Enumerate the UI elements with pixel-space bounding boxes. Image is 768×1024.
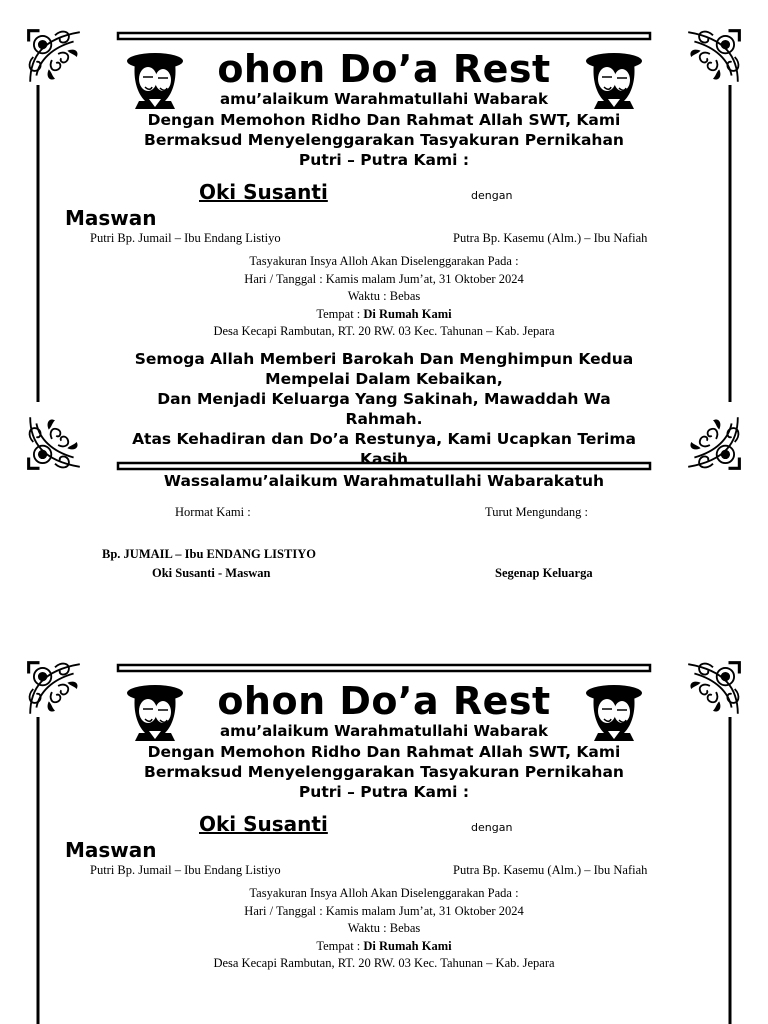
event-intro: Tasyakuran Insya Alloh Akan Diselenggarakan Pada : [249, 886, 519, 900]
intro-text: Dengan Memohon Ridho Dan Rahmat Allah SWT, Kami Bermaksud Menyelenggarakan Tasyakuran Pernikahan Putri – Putra Kami : [144, 743, 624, 801]
blessing-text: Semoga Allah Memberi Barokah Dan Menghimpun Kedua Mempelai Dalam Kebaikan, Dan Menjadi Keluarga Yang Sakinah, Mawaddah Wa Rahmah. Atas Kehadiran dan Do’a Restunya, Kami Ucapkan Terima Kasih [132, 350, 636, 468]
hormat-label: Hormat Kami : [175, 505, 251, 519]
event-place: Tempat : Di Rumah Kami [316, 306, 452, 321]
groom-name: Maswan [65, 206, 157, 230]
event-date: Hari / Tanggal : Kamis malam Jum’at, 31 Oktober 2024 [244, 903, 524, 918]
family-label: Segenap Keluarga [495, 566, 593, 580]
event-address: Desa Kecapi Rambutan, RT. 20 RW. 03 Kec. Tahunan – Kab. Jepara [213, 324, 555, 338]
salam-closing: Wassalamu’alaikum Warahmatullahi Wabarakatuh [163, 472, 605, 490]
event-time: Waktu : Bebas [347, 921, 421, 935]
bride-parents: Putri Bp. Jumail – Ibu Endang Listiyo [90, 863, 281, 877]
invitation-title: ohon Do’a Rest [217, 47, 551, 91]
connector-text: dengan [471, 821, 513, 834]
event-time: Waktu : Bebas [347, 289, 421, 303]
turut-label: Turut Mengundang : [485, 505, 589, 519]
bride-name: Oki Susanti [199, 180, 328, 204]
event-date: Hari / Tanggal : Kamis malam Jum’at, 31 Oktober 2024 [244, 271, 524, 286]
event-place: Tempat : Di Rumah Kami [316, 938, 452, 953]
connector-text: dengan [471, 189, 513, 202]
salam-opening: amu’alaikum Warahmatullahi Wabarak [219, 90, 549, 108]
bride-name: Oki Susanti [199, 812, 328, 836]
groom-parents: Putra Bp. Kasemu (Alm.) – Ibu Nafiah [453, 863, 648, 877]
groom-parents: Putra Bp. Kasemu (Alm.) – Ibu Nafiah [453, 231, 648, 245]
salam-opening: amu’alaikum Warahmatullahi Wabarak [219, 722, 549, 740]
event-address: Desa Kecapi Rambutan, RT. 20 RW. 03 Kec. Tahunan – Kab. Jepara [213, 956, 555, 970]
intro-text: Dengan Memohon Ridho Dan Rahmat Allah SWT, Kami Bermaksud Menyelenggarakan Tasyakuran Pernikahan Putri – Putra Kami : [144, 111, 624, 169]
invitation-card-2 [0, 632, 768, 1024]
bride-parents: Putri Bp. Jumail – Ibu Endang Listiyo [90, 231, 281, 245]
couple-names: Oki Susanti - Maswan [152, 566, 271, 580]
invitation-card-1 [0, 0, 768, 500]
host-names: Bp. JUMAIL – Ibu ENDANG LISTIYO [102, 547, 316, 561]
event-intro: Tasyakuran Insya Alloh Akan Diselenggarakan Pada : [249, 254, 519, 268]
groom-name: Maswan [65, 838, 157, 862]
invitation-title: ohon Do’a Rest [217, 679, 551, 723]
